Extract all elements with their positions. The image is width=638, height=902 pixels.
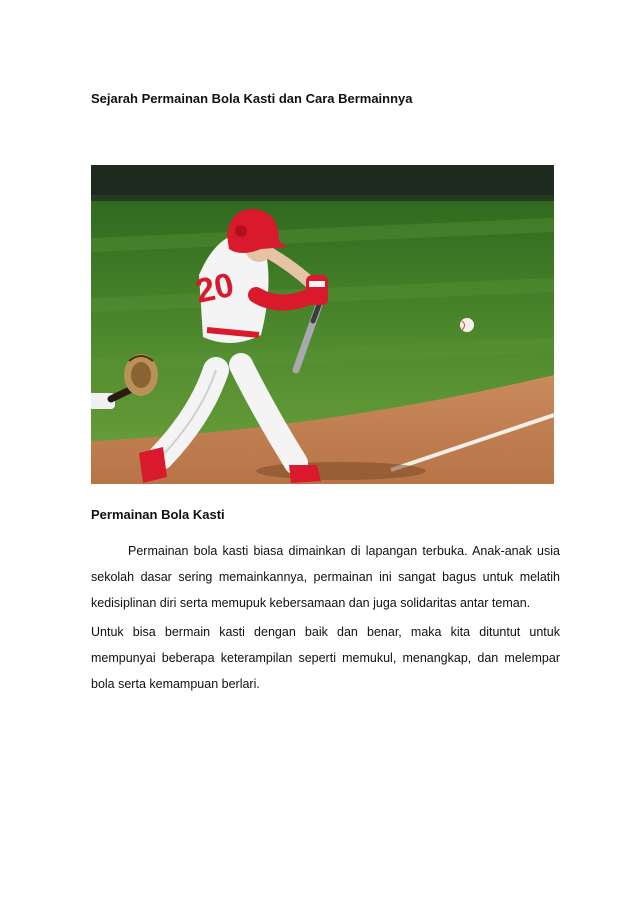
baseball-batter-photo bbox=[91, 165, 554, 484]
document-title: Sejarah Permainan Bola Kasti dan Cara Bermainnya bbox=[91, 91, 413, 106]
section-heading: Permainan Bola Kasti bbox=[91, 507, 225, 522]
paragraph-1: Permainan bola kasti biasa dimainkan di lapangan terbuka. Anak-anak usia sekolah dasar sering memainkannya, permainan ini sangat bagus untuk melatih kedisiplinan diri serta memupuk kebersamaan dan juga solidaritas antar teman. bbox=[91, 544, 560, 610]
paragraph-2: Untuk bisa bermain kasti dengan baik dan benar, maka kita dituntut untuk mempunyai beberapa keterampilan seperti memukul, menangkap, dan melempar bola serta kemampuan berlari. bbox=[91, 625, 560, 691]
jersey-number: 20 bbox=[192, 265, 238, 311]
